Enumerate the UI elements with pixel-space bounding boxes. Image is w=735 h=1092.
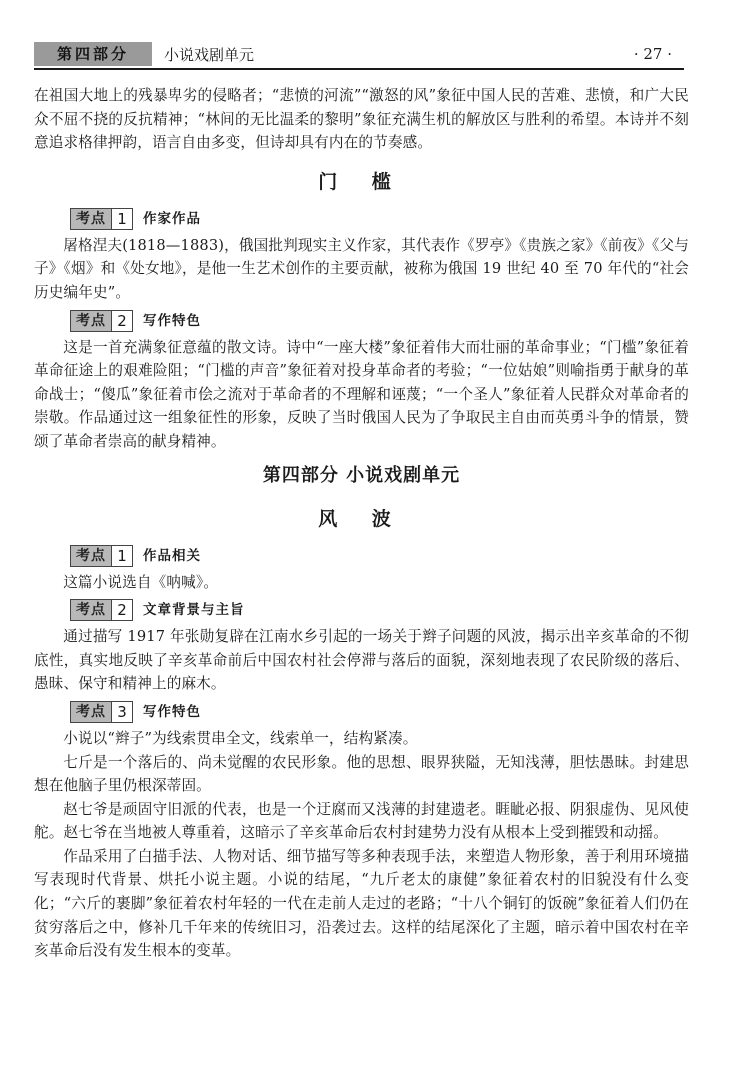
fengbo-kaodian-1: [70, 544, 689, 568]
kaodian-topic: 作家作品: [143, 210, 201, 227]
kaodian-label: 考点: [76, 547, 106, 564]
fengbo-kaodian-3: [70, 700, 689, 724]
fengbo-theme-paragraph: 通过描写 1917 年张勋复辟在江南水乡引起的一场关于辫子问题的风波，揭示出辛亥革命的不彻底性，真实地反映了辛亥革命前后中国农村社会停滞与落后的面貌，深刻地表现了农民阶级的落后、愚昧、保守和精神上的麻木。: [34, 628, 689, 693]
kaodian-badge: [70, 599, 133, 621]
kaodian-badge: [70, 310, 133, 332]
part-title: 第四部分 小说戏剧单元: [262, 464, 461, 486]
section-title: 小说戏剧单元: [164, 46, 255, 64]
menkan-features-paragraph: 这是一首充满象征意蕴的散文诗。诗中“一座大楼”象征着伟大而壮丽的革命事业；“门槛”象征着革命征途上的艰难险阻；“门槛的声音”象征着对投身革命者的考验；“一位姑娘”则喻指勇于献身的革命战士；“傻瓜”象征着市侩之流对于革命者的不理解和诬蔑；“一个圣人”象征着人民群众对革命者的崇敬。作品通过这一组象征性的形象，反映了当时俄国人民为了争取民主自由而英勇斗争的情景，赞颂了革命者崇高的献身精神。: [34, 338, 689, 450]
menkan-kaodian-1: [70, 207, 689, 231]
fengbo-source-paragraph: 这篇小说选自《呐喊》。: [63, 573, 219, 591]
page-content: [34, 84, 689, 963]
kaodian-badge: [70, 701, 133, 723]
running-header: [34, 40, 684, 70]
menkan-title: 门 槛: [318, 170, 405, 193]
kaodian-label: 考点: [76, 703, 106, 720]
fengbo-kaodian-2: [70, 598, 689, 622]
kaodian-topic: 文章背景与主旨: [143, 602, 245, 619]
kaodian-label: 考点: [76, 312, 106, 329]
menkan-author-paragraph: 屠格涅夫(1818—1883)，俄国批判现实主义作家，其代表作《罗亭》《贵族之家》《前夜》《父与子》《烟》和《处女地》，是他一生艺术创作的主要贡献，被称为俄国 19 世纪 40 至 70 年代的“社会历史编年史”。: [34, 236, 689, 301]
kaodian-number: 2: [111, 311, 132, 331]
fengbo-features-paragraph-4: 作品采用了白描手法、人物对话、细节描写等多种表现手法，来塑造人物形象，善于利用环境描写表现时代背景、烘托小说主题。小说的结尾，“九斤老太的康健”象征着农村的旧貌没有什么变化；“六斤的裹脚”象征着农村年轻的一代在走前人走过的老路；“十八个铜钉的饭碗”象征着人们仍在贫穷落后之中，修补几千年来的传统旧习，沿袭过去。这样的结尾深化了主题，暗示着中国农村在辛亥革命后没有发生根本的变革。: [34, 847, 689, 960]
intro-paragraph: 在祖国大地上的残暴卑劣的侵略者；“悲愤的河流”“激怒的风”象征中国人民的苦难、悲愤，和广大民众不屈不挠的反抗精神；“林间的无比温柔的黎明”象征充满生机的解放区与胜利的希望。本诗并不刻意追求格律押韵，语言自由多变，但诗却具有内在的节奏感。: [34, 87, 689, 152]
fengbo-features-paragraph-1: 小说以“辫子”为线索贯串全文，线索单一，结构紧凑。: [63, 729, 418, 747]
kaodian-number: 1: [111, 546, 132, 566]
kaodian-number: 2: [111, 600, 132, 620]
kaodian-number: 1: [111, 209, 132, 229]
kaodian-label: 考点: [76, 602, 106, 619]
kaodian-number: 3: [111, 702, 132, 722]
kaodian-topic: 写作特色: [143, 312, 201, 329]
kaodian-topic: 写作特色: [143, 703, 201, 720]
kaodian-topic: 作品相关: [143, 547, 201, 564]
fengbo-title: 风 波: [318, 507, 405, 530]
kaodian-badge: [70, 545, 133, 567]
fengbo-features-paragraph-2: 七斤是一个落后的、尚未觉醒的农民形象。他的思想、眼界狭隘，无知浅薄，胆怯愚昧。封建思想在他脑子里仍根深蒂固。: [34, 753, 689, 795]
kaodian-badge: [70, 208, 133, 230]
part-tab: 第四部分: [34, 42, 152, 66]
page-number: · 27 ·: [633, 45, 672, 63]
kaodian-label: 考点: [76, 210, 106, 227]
menkan-kaodian-2: [70, 309, 689, 333]
fengbo-features-paragraph-3: 赵七爷是顽固守旧派的代表，也是一个迂腐而又浅薄的封建遗老。睚眦必报、阴狠虚伪、见风使舵。赵七爷在当地被人尊重着，这暗示了辛亥革命后农村封建势力没有从根本上受到摧毁和动摇。: [34, 800, 689, 842]
